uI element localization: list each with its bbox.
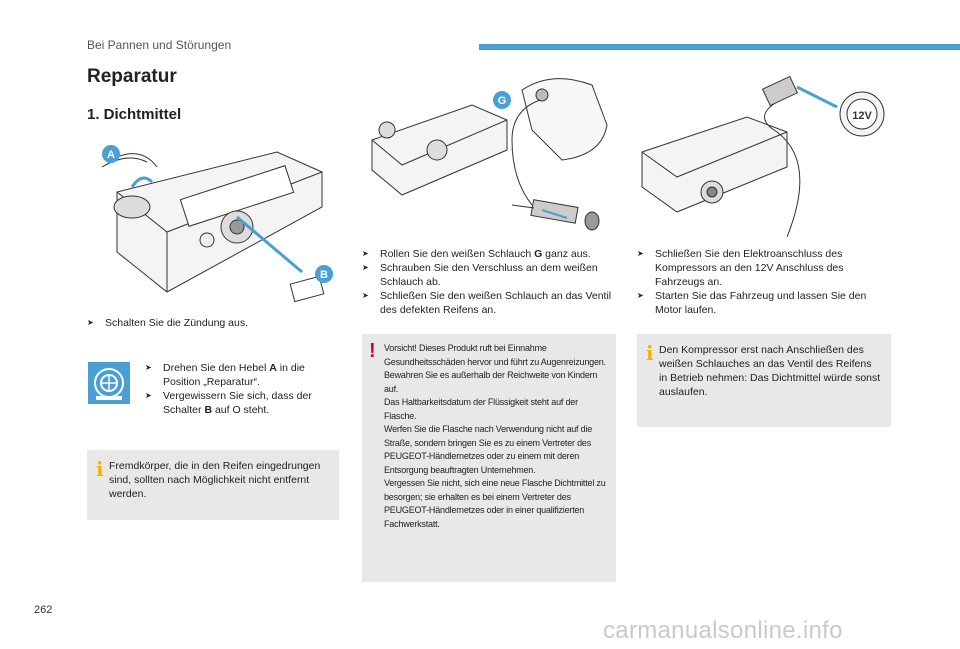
list-item: ➤ Schalten Sie die Zündung aus. bbox=[87, 317, 249, 329]
step-text: ganz aus. bbox=[542, 248, 591, 260]
info-text: Fremdkörper, die in den Reifen eingedrungen sind, sollten nach Möglichkeit nicht entfernt werden. bbox=[109, 460, 321, 500]
step-text: Starten Sie das Fahrzeug und lassen Sie den Motor laufen. bbox=[655, 290, 867, 316]
section-subtitle: 1. Dichtmittel bbox=[87, 106, 182, 123]
info-text: Den Kompressor erst nach Anschließen des weißen Schlauches an das Ventil des Reifens in Betrieb nehmen: Das Dichtmittel würde sonst auslaufen. bbox=[659, 344, 881, 398]
compressor-lever-illustration bbox=[87, 132, 337, 312]
step-text: in die Position „Reparatur“. bbox=[163, 362, 305, 388]
switch-ref: B bbox=[204, 404, 213, 416]
hose-illustration bbox=[362, 70, 616, 240]
warning-box bbox=[362, 334, 616, 582]
label-g-text: G bbox=[497, 95, 507, 107]
power-plug-illustration bbox=[637, 72, 891, 242]
list-item: ➤ Schließen Sie den Elektroanschluss des Kompressors an den 12V Anschluss des Fahrzeugs an. bbox=[637, 247, 889, 289]
warning-icon: ! bbox=[369, 340, 376, 362]
label-a-text: A bbox=[107, 149, 115, 161]
list-item: ➤ Schließen Sie den weißen Schlauch an das Ventil des defekten Reifens an. bbox=[362, 290, 612, 316]
socket-12v-label: 12V bbox=[852, 110, 872, 122]
info-icon: i bbox=[96, 457, 104, 481]
step-text: auf O steht. bbox=[212, 404, 270, 416]
section-header: Bei Pannen und Störungen bbox=[87, 38, 232, 52]
step-text: Schließen Sie den weißen Schlauch an das Ventil des defekten Reifens an. bbox=[380, 290, 612, 316]
compressor-icon bbox=[88, 362, 130, 404]
warning-paragraph: Vergessen Sie nicht, sich eine neue Flasche Dichtmittel zu besorgen; sie erhalten es bei einem Vertreter des PEUGEOT-Händlernetzes oder in einer qualifizierten Fachwerkstatt. bbox=[384, 478, 606, 529]
col3-step-list bbox=[637, 247, 889, 317]
lever-ref: A bbox=[269, 362, 277, 374]
list-item: ➤ Vergewissern Sie sich, dass der Schalter B auf O steht. bbox=[145, 390, 312, 416]
col1-lever-steps bbox=[145, 361, 335, 417]
col1-step-list bbox=[87, 316, 337, 330]
step-text: Schließen Sie den Elektroanschluss des Kompressors an den 12V Anschluss des Fahrzeugs an. bbox=[655, 248, 844, 288]
warning-paragraph: Bewahren Sie es außerhalb der Reichweite von Kindern auf. bbox=[384, 370, 598, 394]
step-text: Drehen Sie den Hebel bbox=[163, 362, 270, 374]
label-b-text: B bbox=[320, 269, 328, 281]
section-header-bar bbox=[479, 44, 960, 50]
step-text: Schrauben Sie den Verschluss an dem weißen Schlauch ab. bbox=[380, 262, 598, 288]
page-title: Reparatur bbox=[87, 66, 177, 87]
warning-paragraph: Vorsicht! Dieses Produkt ruft bei Einnahme Gesundheitsschäden hervor und führt zu Augenreizungen. bbox=[384, 343, 606, 367]
info-box-foreign-objects bbox=[87, 450, 339, 520]
step-text: Rollen Sie den weißen Schlauch bbox=[380, 248, 535, 260]
list-item: ➤ Schrauben Sie den Verschluss an dem weißen Schlauch ab. bbox=[362, 261, 612, 289]
list-item: ➤ Rollen Sie den weißen Schlauch G ganz aus. bbox=[362, 248, 591, 260]
step-text: Schalten Sie die Zündung aus. bbox=[105, 317, 249, 329]
warning-paragraph: Das Haltbarkeitsdatum der Flüssigkeit steht auf der Flasche. bbox=[384, 397, 578, 421]
list-item: ➤ Starten Sie das Fahrzeug und lassen Sie den Motor laufen. bbox=[637, 289, 889, 317]
watermark: carmanualsonline.info bbox=[603, 617, 843, 644]
info-box-compressor bbox=[637, 334, 891, 427]
info-icon: i bbox=[646, 341, 654, 365]
hose-ref: G bbox=[534, 248, 543, 260]
page-number: 262 bbox=[34, 604, 53, 616]
warning-paragraph: Werfen Sie die Flasche nach Verwendung nicht auf die Straße, sondern bringen Sie es zu einem Vertreter des PEUGEOT-Händlernetzes oder zu einem mit deren Entsorgung beauftragten Unternehmen. bbox=[384, 424, 593, 475]
col2-step-list bbox=[362, 247, 612, 317]
step-text: Vergewissern Sie sich, dass der Schalter bbox=[163, 390, 312, 416]
list-item: ➤ Drehen Sie den Hebel A in die Position „Reparatur“. bbox=[145, 362, 305, 388]
